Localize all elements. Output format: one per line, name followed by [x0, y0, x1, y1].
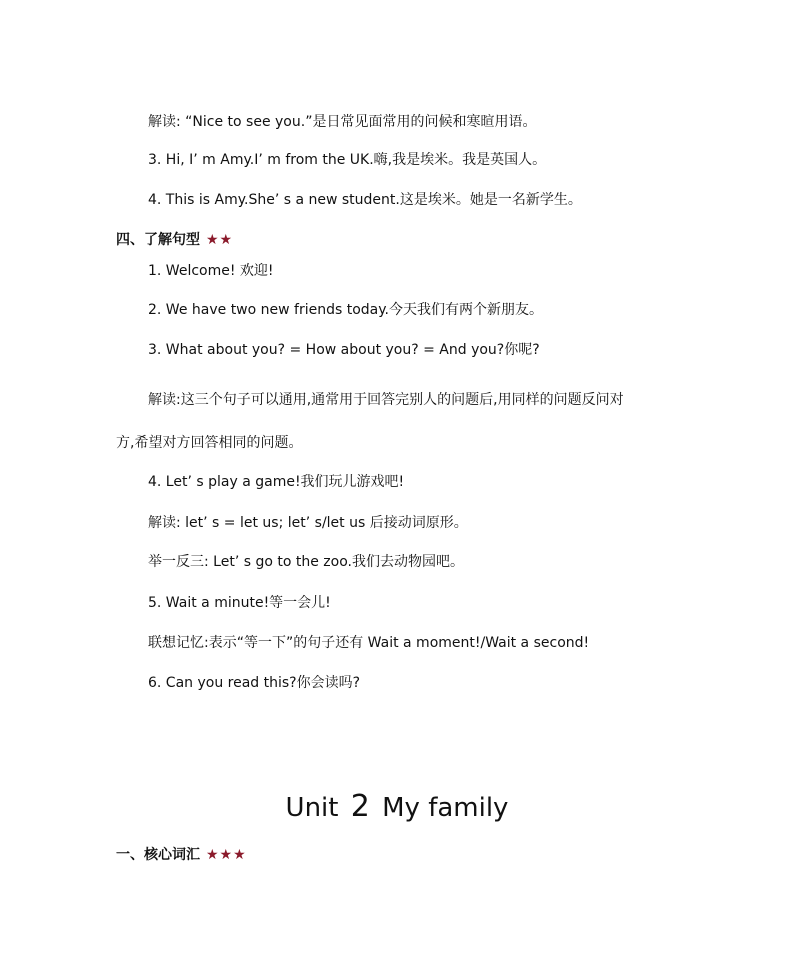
- star-rating-icon: ★★: [206, 232, 234, 248]
- sentence-4: 4. This is Amy.She’ s a new student.这是埃米。她是一名新学生。: [148, 192, 582, 208]
- example-line: 举一反三: Let’ s go to the zoo.我们去动物园吧。: [148, 554, 464, 570]
- pattern-6: 6. Can you read this?你会读吗?: [148, 675, 361, 691]
- explanation-line: 解读: let’ s = let us; let’ s/let us 后接动词原形。: [148, 515, 468, 531]
- memory-tip-line: 联想记忆:表示“等一下”的句子还有 Wait a moment!/Wait a second!: [148, 635, 590, 651]
- unit-name: My family: [382, 793, 509, 823]
- section-heading-4: [116, 230, 233, 250]
- pattern-3: 3. What about you? = How about you? = And you?你呢?: [148, 342, 540, 358]
- pattern-1: 1. Welcome! 欢迎!: [148, 263, 274, 279]
- explanation-line-continued: 方,希望对方回答相同的问题。: [116, 435, 303, 451]
- explanation-line: 解读:这三个句子可以通用,通常用于回答完别人的问题后,用同样的问题反问对: [148, 392, 624, 408]
- pattern-2: 2. We have two new friends today.今天我们有两个新朋友。: [148, 302, 543, 318]
- unit-number: 2: [350, 789, 370, 824]
- section-heading-4-label: 四、了解句型: [116, 232, 200, 248]
- unit-title: [0, 790, 794, 825]
- unit-prefix: Unit: [285, 793, 339, 823]
- pattern-5: 5. Wait a minute!等一会儿!: [148, 595, 331, 611]
- section-heading-1-label: 一、核心词汇: [116, 847, 200, 863]
- star-rating-icon: ★★★: [206, 847, 247, 863]
- explanation-line: 解读: “Nice to see you.”是日常见面常用的问候和寒暄用语。: [148, 114, 537, 130]
- pattern-4: 4. Let’ s play a game!我们玩儿游戏吧!: [148, 474, 405, 490]
- sentence-3: 3. Hi, I’ m Amy.I’ m from the UK.嗨,我是埃米。我是英国人。: [148, 152, 547, 168]
- section-heading-1: [116, 845, 247, 865]
